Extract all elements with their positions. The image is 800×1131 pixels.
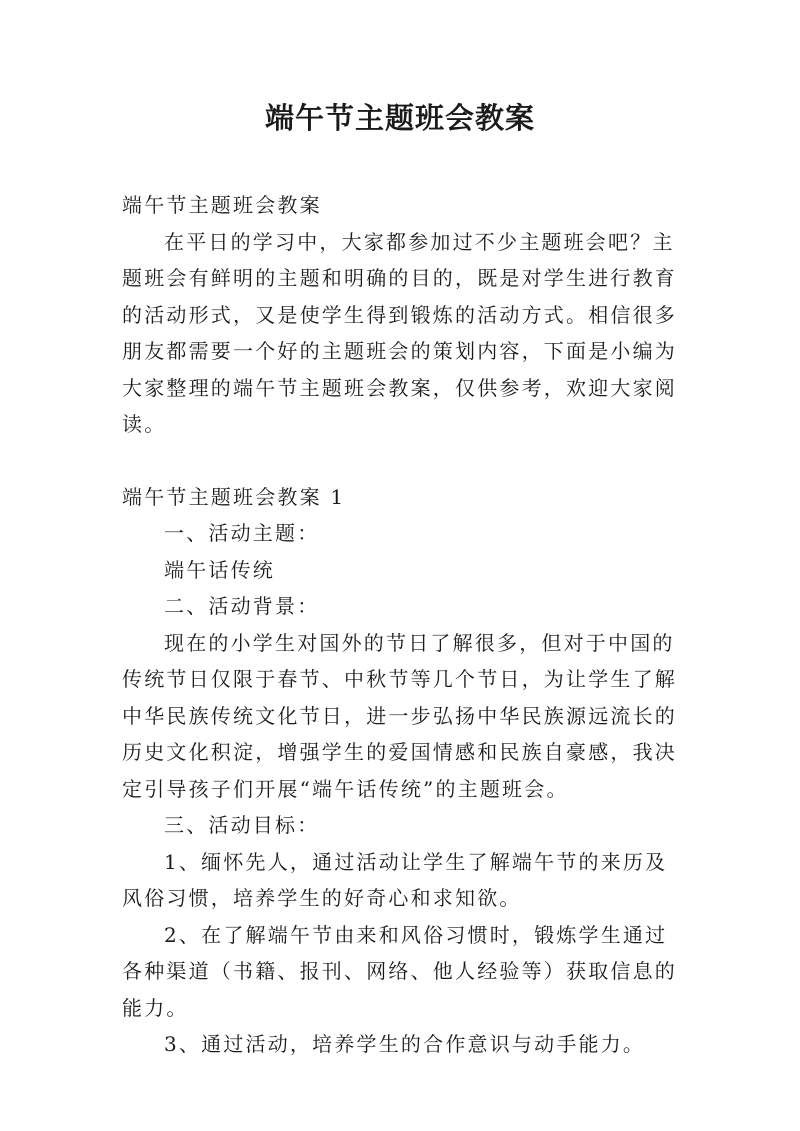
intro-paragraph: 在平日的学习中，大家都参加过不少主题班会吧？主题班会有鲜明的主题和明确的目的，既是对学生进行教育的活动形式，又是使学生得到锻炼的活动方式。相信很多朋友都需要一个好的主题班会的策划内容，下面是小编为大家整理的端午节主题班会教案，仅供参考，欢迎大家阅读。 [122,229,677,436]
goal-item-3: 3、通过活动，培养学生的合作意识与动手能力。 [164,1032,646,1056]
activity-theme-text: 端午话传统 [164,557,275,582]
goal-item-1: 1、缅怀先人，通过活动让学生了解端午节的来历及风俗习惯，培养学生的好奇心和求知欲。 [122,849,668,910]
activity-background-text: 现在的小学生对国外的节日了解很多，但对于中国的传统节日仅限于春节、中秋节等几个节日，为让学生了解中华民族传统文化节日，进一步弘扬中华民族源远流长的历史文化积淀，增强学生的爱国情感和民族自豪感，我决定引导孩子们开展“端午话传统”的主题班会。 [122,630,677,801]
heading-activity-theme: 一、活动主题： [164,521,320,545]
goal-item-2: 2、在了解端午节由来和风俗习惯时，锻炼学生通过各种渠道（书籍、报刊、网络、他人经验等）获取信息的能力。 [122,922,677,1020]
document-subtitle: 端午节主题班会教案 [122,193,322,217]
document-body [122,187,682,1063]
section-title: 端午节主题班会教案 1 [122,484,346,509]
document-title: 端午节主题班会教案 [264,101,535,135]
heading-activity-goals: 三、活动目标： [164,813,320,837]
heading-activity-background: 二、活动背景： [164,594,320,618]
